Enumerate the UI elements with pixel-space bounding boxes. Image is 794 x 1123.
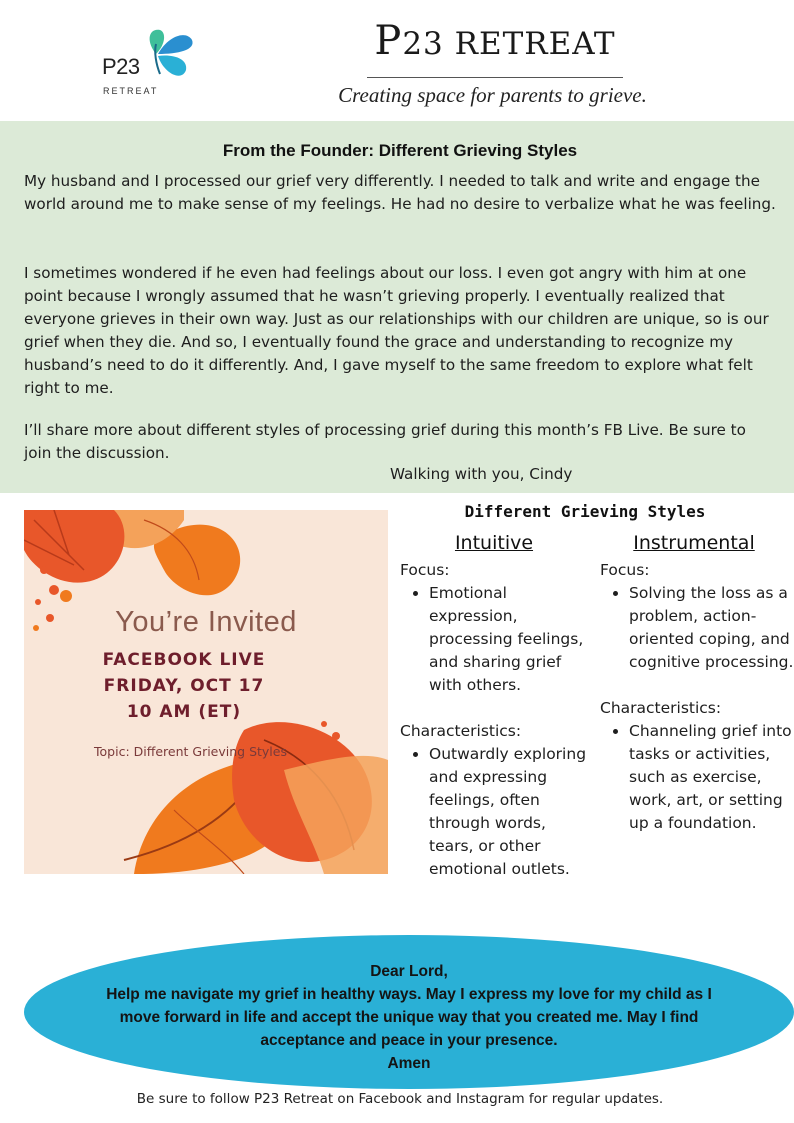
instrumental-characteristics-item: • Channeling grief into tasks or activities, such as exercise, work, art, or setting up a foundation. bbox=[629, 720, 794, 835]
prayer-opening: Dear Lord, bbox=[370, 963, 448, 980]
founder-heading: From the Founder: Different Grieving Styles bbox=[222, 141, 578, 160]
intuitive-column bbox=[400, 532, 595, 881]
instrumental-characteristics-list bbox=[600, 720, 794, 835]
title-rest: 23 RETREAT bbox=[402, 26, 616, 62]
instrumental-heading: Instrumental bbox=[633, 532, 755, 554]
intuitive-heading: Intuitive bbox=[454, 532, 534, 554]
facebook-live-invite bbox=[24, 510, 388, 874]
invite-title: You’re Invited bbox=[115, 606, 297, 638]
p23-logo bbox=[98, 24, 208, 104]
instrumental-focus-list bbox=[600, 582, 794, 674]
founder-section bbox=[0, 121, 794, 493]
intuitive-focus-label: Focus: bbox=[400, 561, 450, 579]
invite-time: 10 AM (ET) bbox=[126, 702, 242, 722]
founder-paragraph-1: My husband and I processed our grief very differently. I needed to talk and write and engage the world around me to make sense of my feelings. He had no desire to verbalize what he was feeling. bbox=[24, 172, 776, 213]
invite-date: FRIDAY, OCT 17 bbox=[103, 676, 265, 696]
instrumental-focus-item: • Solving the loss as a problem, action-oriented coping, and cognitive processing. bbox=[629, 582, 794, 674]
invite-topic: Topic: Different Grieving Styles bbox=[94, 744, 287, 759]
prayer-text bbox=[24, 960, 794, 1075]
instrumental-characteristics-label: Characteristics: bbox=[600, 699, 722, 717]
footer-note: Be sure to follow P23 Retreat on Facebook and Instagram for regular updates. bbox=[136, 1091, 664, 1107]
butterfly-icon bbox=[142, 24, 202, 86]
intuitive-characteristics-item: • Outwardly exploring and expressing feelings, often through words, tears, or other emotional outlets. bbox=[429, 743, 595, 881]
page-title bbox=[330, 18, 660, 64]
founder-paragraph-3: I’ll share more about different styles of processing grief during this month’s FB Live. Be sure to join the discussion. bbox=[24, 421, 746, 462]
intuitive-characteristics-list bbox=[400, 743, 595, 881]
logo-text: P23 bbox=[102, 54, 140, 79]
intuitive-focus-item: • Emotional expression, processing feelings, and sharing grief with others. bbox=[429, 582, 595, 697]
logo-subtitle: RETREAT bbox=[103, 86, 159, 96]
prayer-closing: Amen bbox=[387, 1055, 431, 1072]
title-divider bbox=[367, 77, 623, 78]
prayer-body: Help me navigate my grief in healthy ways. May I express my love for my child as I move forward in life and accept the unique way that you created me. May I find acceptance and peace in your presence. bbox=[106, 986, 712, 1049]
styles-title: Different Grieving Styles bbox=[464, 502, 706, 521]
title-initial: P bbox=[374, 18, 403, 64]
founder-signature: Walking with you, Cindy bbox=[390, 465, 573, 483]
intuitive-characteristics-label: Characteristics: bbox=[400, 722, 522, 740]
founder-paragraph-2: I sometimes wondered if he even had feelings about our loss. I even got angry with him at one point because I wrongly assumed that he wasn’t grieving properly. I eventually realized that everyone grieves in their own way. Just as our relationships with our children are unique, so is our grief when they die. And so, I eventually found the grace and understanding to recognize my husband’s need to do it differently. And, I gave myself to the same freedom to explore what felt right to me. bbox=[24, 264, 769, 397]
invite-event: FACEBOOK LIVE bbox=[102, 650, 266, 670]
instrumental-focus-label: Focus: bbox=[600, 561, 650, 579]
tagline: Creating space for parents to grieve. bbox=[338, 83, 647, 107]
instrumental-column bbox=[600, 532, 794, 835]
intuitive-focus-list bbox=[400, 582, 595, 697]
